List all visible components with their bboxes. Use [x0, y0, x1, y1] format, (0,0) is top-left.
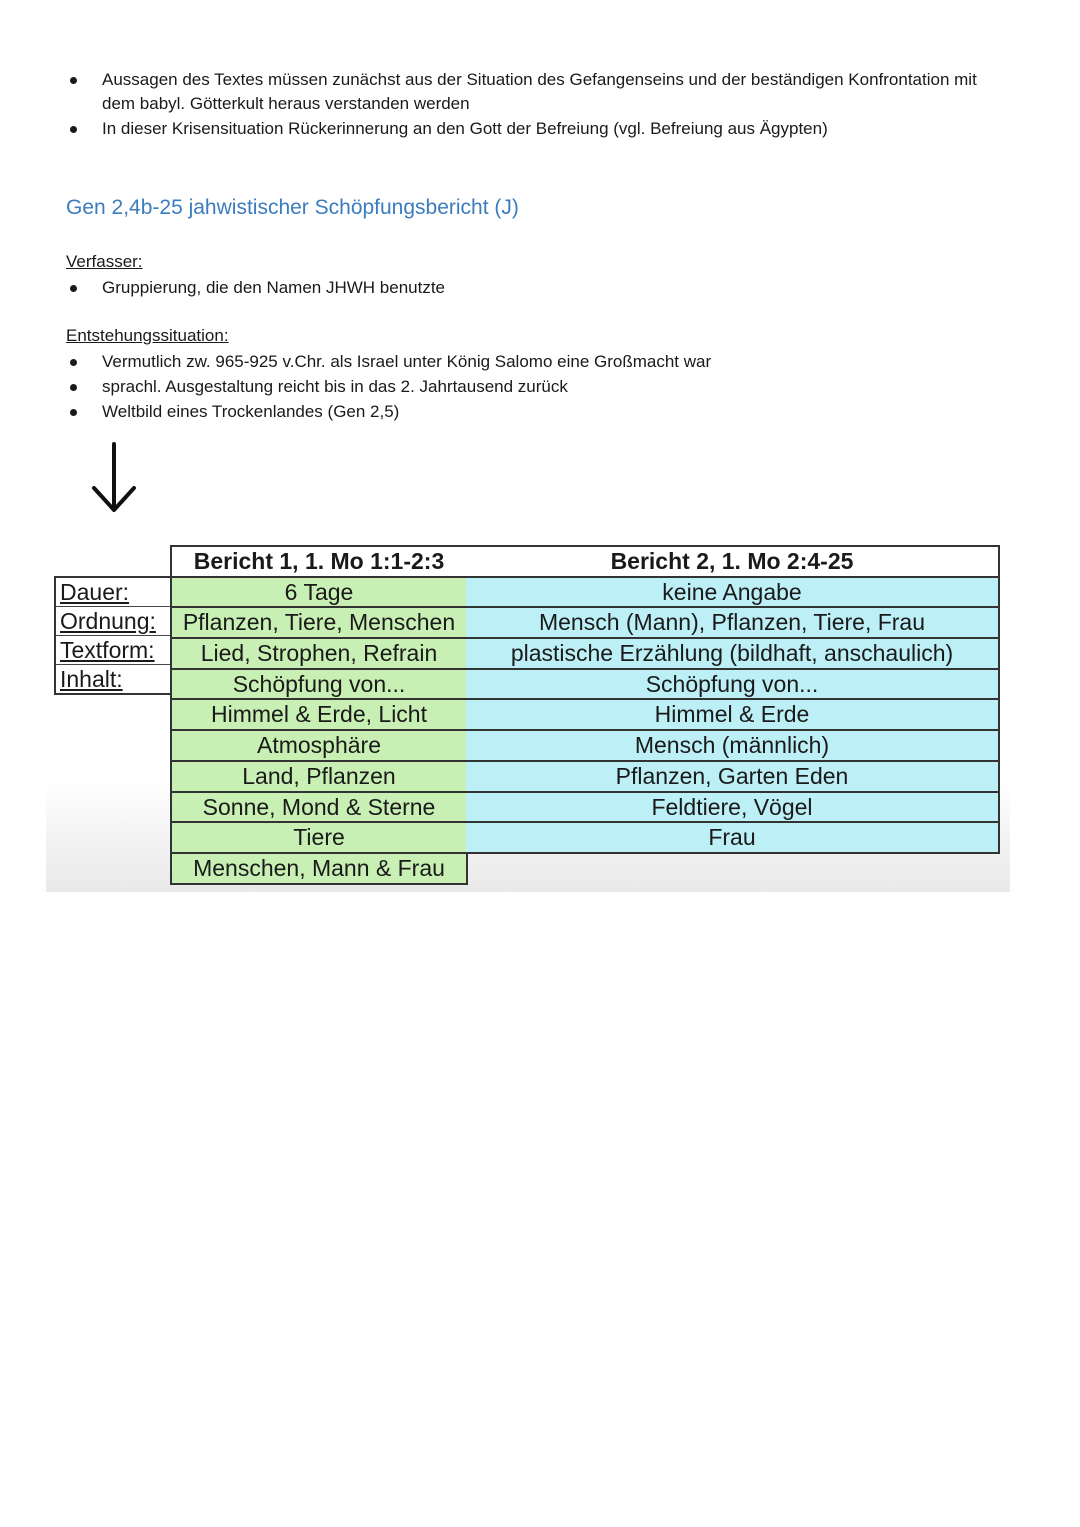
- bullet-text: Weltbild eines Trockenlandes (Gen 2,5): [102, 402, 400, 421]
- list-item: [66, 276, 1002, 300]
- table-cell: Schöpfung von...: [172, 670, 466, 701]
- table-cell: keine Angabe: [466, 578, 998, 609]
- down-arrow-icon: [88, 440, 140, 516]
- list-item: [66, 117, 1002, 141]
- table-cell: Land, Pflanzen: [172, 762, 466, 793]
- table-cell: Tiere: [172, 823, 466, 854]
- report-1-header: Bericht 1, 1. Mo 1:1-2:3: [172, 547, 466, 578]
- comparison-table-image: [46, 542, 1010, 892]
- table-cell: Pflanzen, Tiere, Menschen: [172, 608, 466, 639]
- table-cell: Feldtiere, Vögel: [466, 793, 998, 824]
- bullet-dot-icon: [70, 285, 77, 292]
- row-label: Textform:: [56, 636, 172, 665]
- report-2-header: Bericht 2, 1. Mo 2:4-25: [466, 547, 998, 578]
- row-label: Ordnung:: [56, 607, 172, 636]
- bullet-text: sprachl. Ausgestaltung reicht bis in das 2. Jahrtausend zurück: [102, 377, 568, 396]
- table-cell: Menschen, Mann & Frau: [172, 854, 466, 883]
- table-cell: Himmel & Erde, Licht: [172, 700, 466, 731]
- bullet-dot-icon: [70, 384, 77, 391]
- table-cell: Frau: [466, 823, 998, 852]
- row-label: Inhalt:: [60, 666, 123, 692]
- table-cell: Mensch (Mann), Pflanzen, Tiere, Frau: [466, 608, 998, 639]
- table-cell: Atmosphäre: [172, 731, 466, 762]
- list-item: [66, 68, 1002, 116]
- bullet-text: Vermutlich zw. 965-925 v.Chr. als Israel unter König Salomo eine Großmacht war: [102, 352, 712, 371]
- origin-bullet-list: [66, 350, 1002, 425]
- table-cell: Himmel & Erde: [466, 700, 998, 731]
- section-title: Gen 2,4b-25 jahwistischer Schöpfungsbericht (J): [66, 196, 519, 219]
- row-label: Dauer:: [56, 578, 172, 607]
- bullet-text: In dieser Krisensituation Rückerinnerung an den Gott der Befreiung (vgl. Befreiung aus Ägypten): [102, 119, 828, 138]
- table-cell: Schöpfung von...: [466, 670, 998, 701]
- author-heading: Verfasser:: [66, 252, 143, 271]
- report-1-column: [170, 545, 468, 885]
- bullet-dot-icon: [70, 77, 77, 84]
- table-cell: Mensch (männlich): [466, 731, 998, 762]
- list-item: [66, 350, 1002, 374]
- origin-heading: Entstehungssituation:: [66, 326, 229, 345]
- report-2-column: [466, 545, 1000, 854]
- table-cell: 6 Tage: [172, 578, 466, 609]
- bullet-text: Aussagen des Textes müssen zunächst aus der Situation des Gefangenseins und der beständigen Konfrontation mit dem babyl. Götterkult heraus verstanden werden: [102, 70, 977, 113]
- table-cell: Sonne, Mond & Sterne: [172, 793, 466, 824]
- bullet-dot-icon: [70, 126, 77, 133]
- row-label-column: [54, 576, 172, 695]
- list-item: [66, 400, 1002, 424]
- table-cell: Lied, Strophen, Refrain: [172, 639, 466, 670]
- list-item: [66, 375, 1002, 399]
- author-bullet-list: [66, 276, 1002, 301]
- table-cell: plastische Erzählung (bildhaft, anschaulich): [466, 639, 998, 670]
- table-cell: Pflanzen, Garten Eden: [466, 762, 998, 793]
- bullet-dot-icon: [70, 359, 77, 366]
- bullet-text: Gruppierung, die den Namen JHWH benutzte: [102, 278, 446, 297]
- bullet-dot-icon: [70, 409, 77, 416]
- intro-bullet-list: [66, 68, 1002, 142]
